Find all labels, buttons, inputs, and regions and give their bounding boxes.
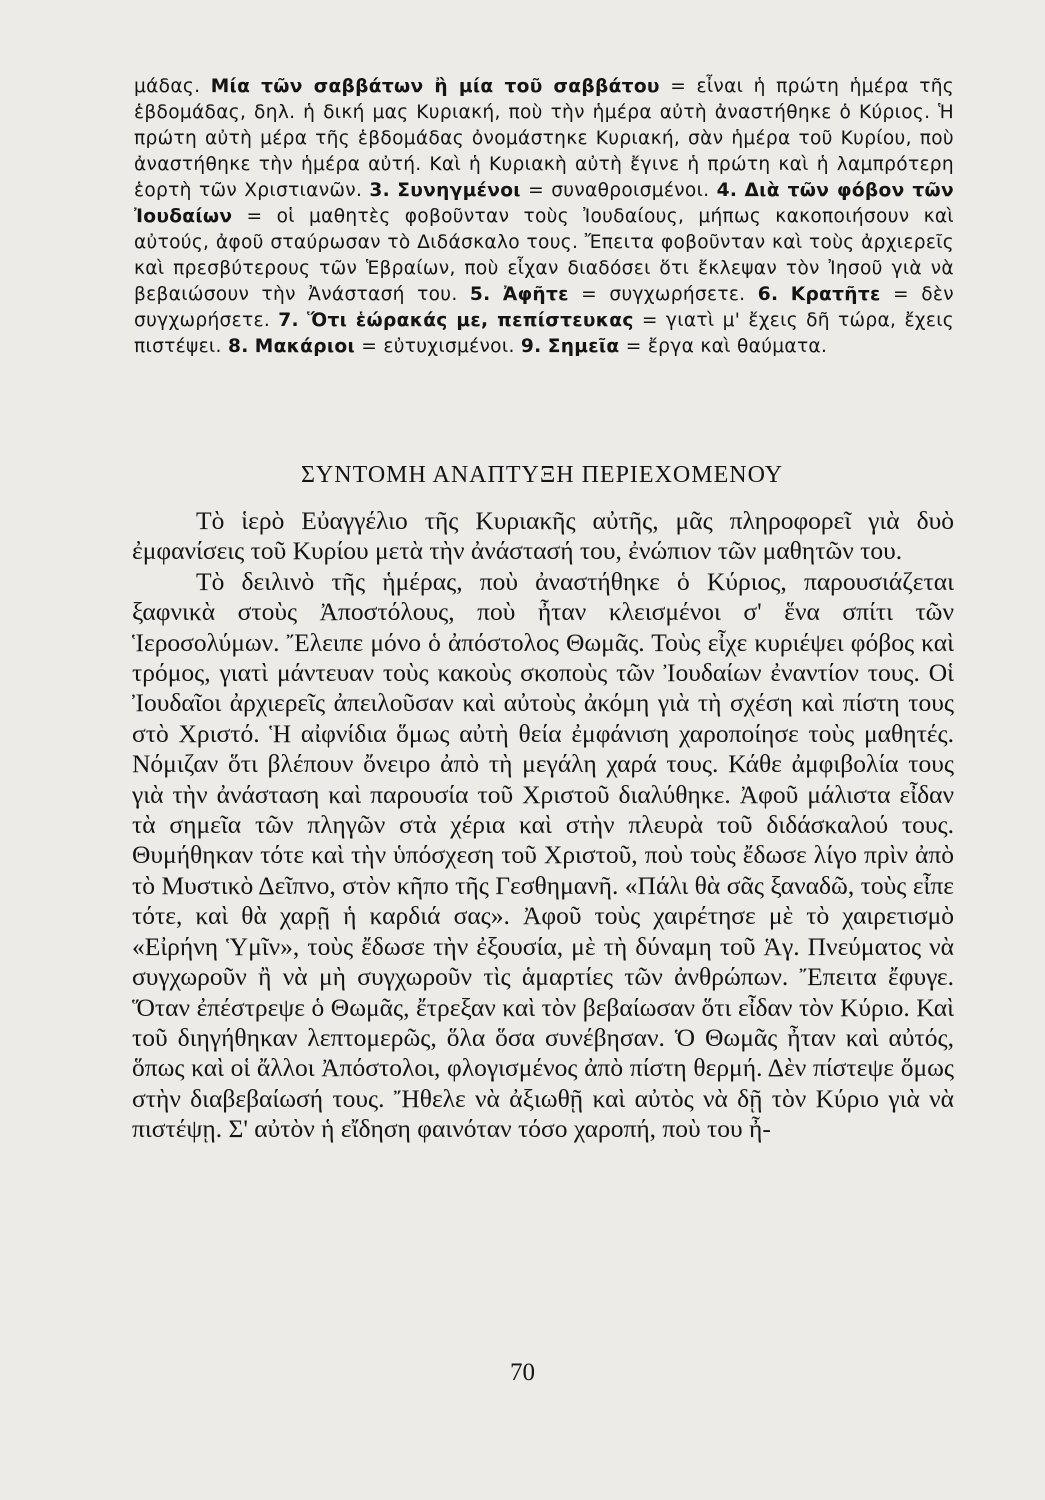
paragraph: Τὸ δειλινὸ τῆς ἡμέρας, ποὺ ἀναστήθηκε ὁ Κύριος, παρουσιάζεται ξαφνικὰ στοὺς Ἀποστόλους, ποὺ ἦταν κλεισμένοι σ' ἕνα σπίτι τῶν Ἱεροσολύμων. Ἔλειπε μόνο ὁ ἀπόστολος Θωμᾶς. Τοὺς εἶχε κυριέψει φόβος καὶ τρόμος, γιατὶ μάντευαν τοὺς κακοὺς σκοποὺς τῶν Ἰουδαίων ἐναντίον τους. Οἱ Ἰουδαῖοι ἀρχιερεῖς ἀπειλοῦσαν καὶ αὐτοὺς ἀκόμη γιὰ τὴ σχέση καὶ πίστη τους στὸ Χριστό. Ἡ αἰφνίδια ὅμως αὐτὴ θεία ἐμφάνιση χαροποίησε τοὺς μαθητές. Νόμιζαν ὅτι βλέπουν ὄνειρο ἀπὸ τὴ μεγάλη χαρά τους. Κάθε ἀμφιβολία τους γιὰ τὴν ἀνάσταση καὶ παρουσία τοῦ Χριστοῦ διαλύθηκε. Ἀφοῦ μάλιστα εἶδαν τὰ σημεῖα τῶν πληγῶν στὰ χέρια καὶ στὴν πλευρὰ τοῦ διδάσκαλού τους. Θυμήθηκαν τότε καὶ τὴν ὑπόσχεση τοῦ Χριστοῦ, ποὺ τοὺς ἔδωσε λίγο πρὶν ἀπὸ τὸ Μυστικὸ Δεῖπνο, στὸν κῆπο τῆς Γεσθημανῆ. «Πάλι θὰ σᾶς ξαναδῶ, τοὺς εἶπε τότε, καὶ θὰ χαρῇ ἡ καρδιά σας». Ἀφοῦ τοὺς χαιρέτησε μὲ τὸ χαιρετισμὸ «Εἰρήνη Ὑμῖν», τοὺς ἔδωσε τὴν ἐξουσία, μὲ τὴ δύναμη τοῦ Ἁγ. Πνεύματος νὰ συγχωροῦν ἢ νὰ μὴ συγχωροῦν τὶς ἁμαρτίες τῶν ἀνθρώπων. Ἔπειτα ἔφυγε. Ὅταν ἐπέστρεψε ὁ Θωμᾶς, ἔτρεξαν καὶ τὸν βεβαίωσαν ὅτι εἶδαν τὸν Κύριο. Καὶ τοῦ διηγήθηκαν λεπτομερῶς, ὅλα ὅσα συνέβησαν. Ὁ Θωμᾶς ἦταν καὶ αὐτός, ὅπως καὶ οἱ ἄλλοι Ἀπόστολοι, φλογισμένος ἀπὸ πίστη θερμή. Δὲν πίστεψε ὅμως στὴν διαβεβαίωσή τους. Ἤθελε νὰ ἀξιωθῇ καὶ αὐτὸς νὰ δῇ τὸν Κύριο γιὰ νὰ πιστέψῃ. Σ' αὐτὸν ἡ εἴδηση φαινόταν τόσο χαροπή, ποὺ του ἦ-: [132, 566, 954, 1144]
note-7-term: Ὅτι ἑώρακάς με, πεπίστευκας: [307, 310, 634, 331]
note-6-text: = δὲν συγχωρήσετε.: [134, 284, 954, 331]
note-5-term: Ἀφῆτε: [502, 284, 569, 305]
page-number: 70: [510, 1359, 535, 1386]
note-9-number: 9.: [520, 336, 542, 357]
note-8-number: 8.: [227, 336, 249, 357]
note-4-text: = οἱ μαθητὲς φοβοῦνταν τοὺς Ἰουδαίους, μήπως κακοποιήσουν καὶ αὐτούς, ἀφοῦ σταύρωσαν τὸ Διδάσκαλο τους. Ἔπειτα φοβοῦνταν καὶ τοὺς ἀρχιερεῖς καὶ πρεσβύτερους τῶν Ἑβραίων, ποὺ εἶχαν διαδόσει ὅτι ἔκλεψαν τὸν Ἰησοῦ γιὰ νὰ βεβαιώσουν τὴν Ἀνάστασή του.: [134, 206, 954, 305]
note-8-text: = εὐτυχισμένοι.: [361, 336, 515, 357]
footnotes-block: [134, 74, 954, 360]
note-3-text: = συναθροισμένοι.: [528, 180, 710, 201]
note-4-term: Διὰ τῶν φόβον τῶν Ἰουδαίων: [134, 180, 954, 227]
note-7-number: 7.: [278, 310, 299, 331]
note-5-text: = συγχωρήσετε.: [581, 284, 746, 305]
section-heading: ΣΥΝΤΟΜΗ ΑΝΑΠΤΥΞΗ ΠΕΡΙΕΧΟΜΕΝΟΥ: [300, 462, 784, 488]
note-3-term: Συνηγμένοι: [397, 180, 521, 201]
note-4-number: 4.: [716, 180, 738, 201]
note-3-number: 3.: [369, 180, 391, 201]
note-7-text: = γιατὶ μ' ἔχεις δῆ τώρα, ἔχεις πιστέψει.: [134, 310, 954, 357]
body-text: [132, 506, 954, 1145]
note-8-term: Μακάριοι: [254, 336, 356, 357]
note-5-number: 5.: [469, 284, 491, 305]
note-1-text: = εἶναι ἡ πρώτη ἡμέρα τῆς ἑβδομάδας, δηλ. ἡ δική μας Κυριακή, ποὺ τὴν ἡμέρα αὐτὴ ἀναστήθηκε ὁ Κύριος. Ἡ πρώτη αὐτὴ μέρα τῆς ἑβδομάδας ὀνομάστηκε Κυριακή, σὰν ἡμέρα τοῦ Κυρίου, ποὺ ἀναστήθηκε τὴν ἡμέρα αὐτή. Καὶ ἡ Κυριακὴ αὐτὴ ἔγινε ἡ πρώτη καὶ ἡ λαμπρότερη ἑορτὴ τῶν Χριστιανῶν.: [134, 76, 954, 201]
note-9-text: = ἔργα καὶ θαύματα.: [625, 336, 828, 357]
paragraph: Τὸ ἱερὸ Εὐαγγέλιο τῆς Κυριακῆς αὐτῆς, μᾶς πληροφορεῖ γιὰ δυὸ ἐμφανίσεις τοῦ Κυρίου μετὰ τὴν ἀνάστασή του, ἐνώπιον τῶν μαθητῶν του.: [132, 506, 954, 566]
note-1-term: Μία τῶν σαββάτων ἢ μία τοῦ σαββάτου: [210, 76, 660, 97]
note-6-number: 6.: [757, 284, 779, 305]
note-9-term: Σημεῖα: [547, 336, 620, 357]
note-6-term: Κρατῆτε: [790, 284, 881, 305]
note-intro: μάδας.: [134, 76, 201, 97]
